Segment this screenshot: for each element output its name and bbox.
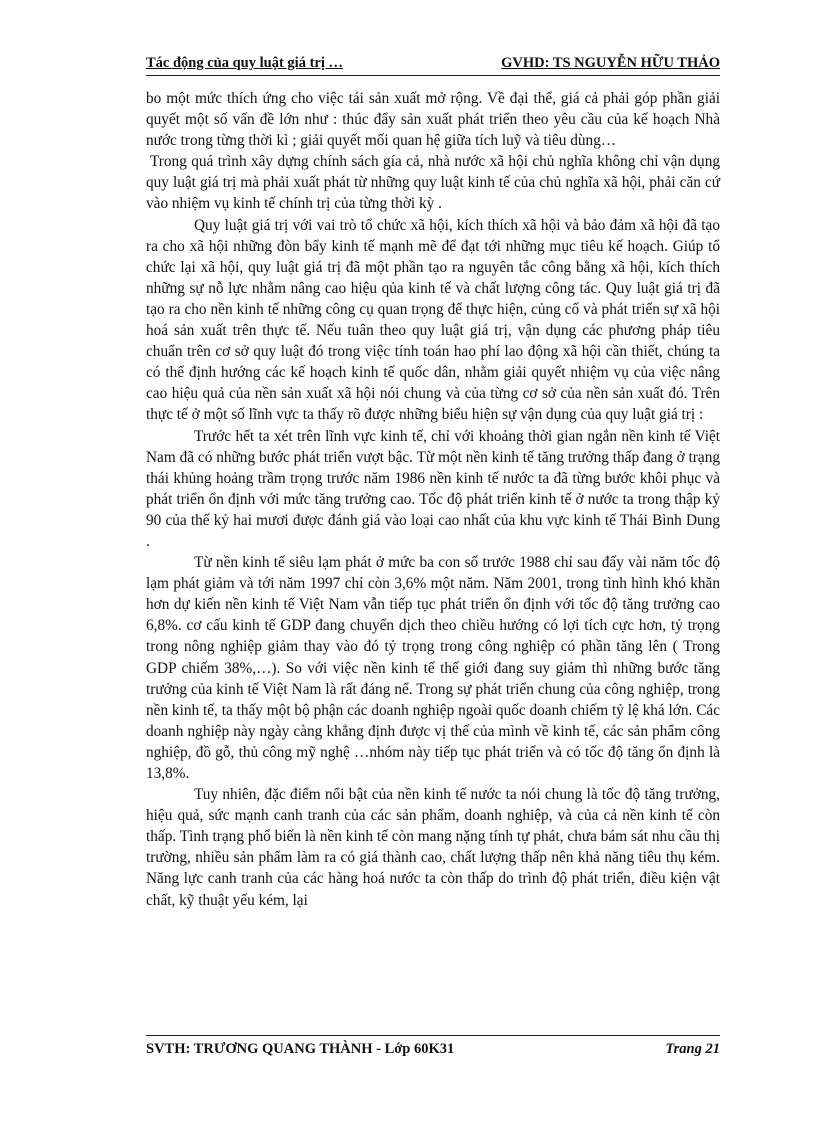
- paragraph: Trước hết ta xét trên lĩnh vực kinh tế, chỉ với khoảng thời gian ngắn nền kinh tế Việt Nam đã có những bước phát triển vượt bậc. Từ một nền kinh tế tăng trưởng thấp đang ở trạng thái khủng hoảng trầm trọng trước năm 1986 nền kinh tế nước ta đã từng bước khôi phục và phát triển ổn định với mức tăng trưởng cao. Tốc độ phát triển kinh tế ở nước ta trong thập kỷ 90 của thế kỷ hai mươi được đánh giá vào loại cao nhất của khu vực kinh tế Thái Bình Dung .: [146, 427, 720, 550]
- header-advisor: GVHD: TS NGUYỄN HỮU THẢO: [501, 55, 720, 71]
- paragraph: Quy luật giá trị với vai trò tổ chức xã hội, kích thích xã hội và bảo đảm xã hội đã tạo ra cho xã hội những đòn bẩy kinh tế mạnh mẽ để đạt tới những mục tiêu kế hoạch. Giúp tổ chức lại xã hội, quy luật giá trị đã một phần tạo ra nguyên tắc công bằng xã hội, kích thích những sự nỗ lực nhằm nâng cao hiệu qủa kinh tế và chất lượng công tác. Quy luật giá trị đã tạo ra cho nền kinh tế những công cụ quan trọng để thực hiện, củng cố và phát triển sự xã hội hoá sản xuất trên thực tế. Nếu tuân theo quy luật giá trị, vận dụng các phương pháp tiêu chuẩn trên cơ sở quy luật đó trong việc tính toán hao phí lao động xã hội cần thiết, chúng ta có thể định hướng các kế hoạch kinh tế quốc dân, nhằm giải quyết nhiệm vụ của việc nâng cao hiệu quả của nền sản xuất xã hội nói chung và của từng cơ sở của nền sản xuất đó. Trên thực tế ở một số lĩnh vực ta thấy rõ được những biểu hiện sự vận dụng của quy luật giá trị :: [146, 216, 720, 424]
- paragraph: Từ nền kinh tế siêu lạm phát ở mức ba con số trước 1988 chỉ sau đấy vài năm tốc độ lạm phát giảm và tới năm 1997 chỉ còn 3,6% một năm. Năm 2001, trong tình hình khó khăn hơn dự kiến nền kinh tế Việt Nam vẫn tiếp tục phát triển ổn định với tốc độ tăng trưởng cao 6,8%. cơ cấu kinh tế GDP đang chuyển dịch theo chiều hướng có lợi tích cực hơn, tỷ trọng trong nông nghiệp giảm thay vào đó tỷ trọng trong công nghiệp có phần tăng lên ( Trong GDP chiếm 38%,…). So với việc nền kinh tế thế giới đang suy giảm thì những bước tăng trưởng của kinh tế Việt Nam là rất đáng nể. Trong sự phát triển chung của công nghiệp, trong nền kinh tế, ta thấy một bộ phận các doanh nghiệp ngoài quốc doanh chiếm tỷ lệ khá lớn. Các doanh nghiệp này ngày càng khẳng định được vị thế của mình về kinh tế, các sản phẩm công nghiệp, đồ gỗ, thủ công mỹ nghệ …nhóm này tiếp tục phát triển và có tốc độ tăng ổn định là 13,8%.: [146, 554, 720, 782]
- page-number: Trang 21: [665, 1041, 720, 1057]
- paragraph: bo một mức thích ứng cho việc tái sản xuất mở rộng. Về đại thể, giá cả phải góp phần giải quyết một số vấn đề lớn như : thúc đẩy sản xuất phát triển theo yêu cầu của kế hoạch Nhà nước trong từng thời kì ; giải quyết mối quan hệ giữa tích luỹ và tiêu dùng…: [146, 90, 720, 150]
- header-title: Tác động của quy luật giá trị …: [146, 55, 343, 71]
- paragraph: Tuy nhiên, đặc điểm nổi bật của nền kinh tế nước ta nói chung là tốc độ tăng trưởng, hiệu quả, sức mạnh canh tranh của các sản phẩm, doanh nghiệp, và của cả nền kinh tế còn thấp. Tình trạng phổ biến là nền kinh tế còn mang nặng tính tự phát, chưa bám sát nhu cầu thị trường, nhiều sản phẩm làm ra có giá thành cao, chất lượng thấp nên khả năng tiêu thụ kém. Năng lực canh tranh của các hàng hoá nước ta còn thấp do trình độ phát triển, điều kiện vật chất, kỹ thuật yếu kém, lại: [146, 786, 720, 909]
- body-text: [146, 88, 720, 911]
- page-footer: [146, 1035, 720, 1062]
- footer-author: SVTH: TRƯƠNG QUANG THÀNH - Lớp 60K31: [146, 1041, 455, 1057]
- paragraph: Trong quá trình xây dựng chính sách gía cả, nhà nước xã hội chủ nghĩa không chỉ vận dụng quy luật giá trị mà phải xuất phát từ những quy luật kinh tế của chủ nghĩa xã hội, phải căn cứ vào nhiệm vụ kinh tế chính trị của từng thời kỳ .: [146, 153, 720, 213]
- page-header: [146, 55, 720, 76]
